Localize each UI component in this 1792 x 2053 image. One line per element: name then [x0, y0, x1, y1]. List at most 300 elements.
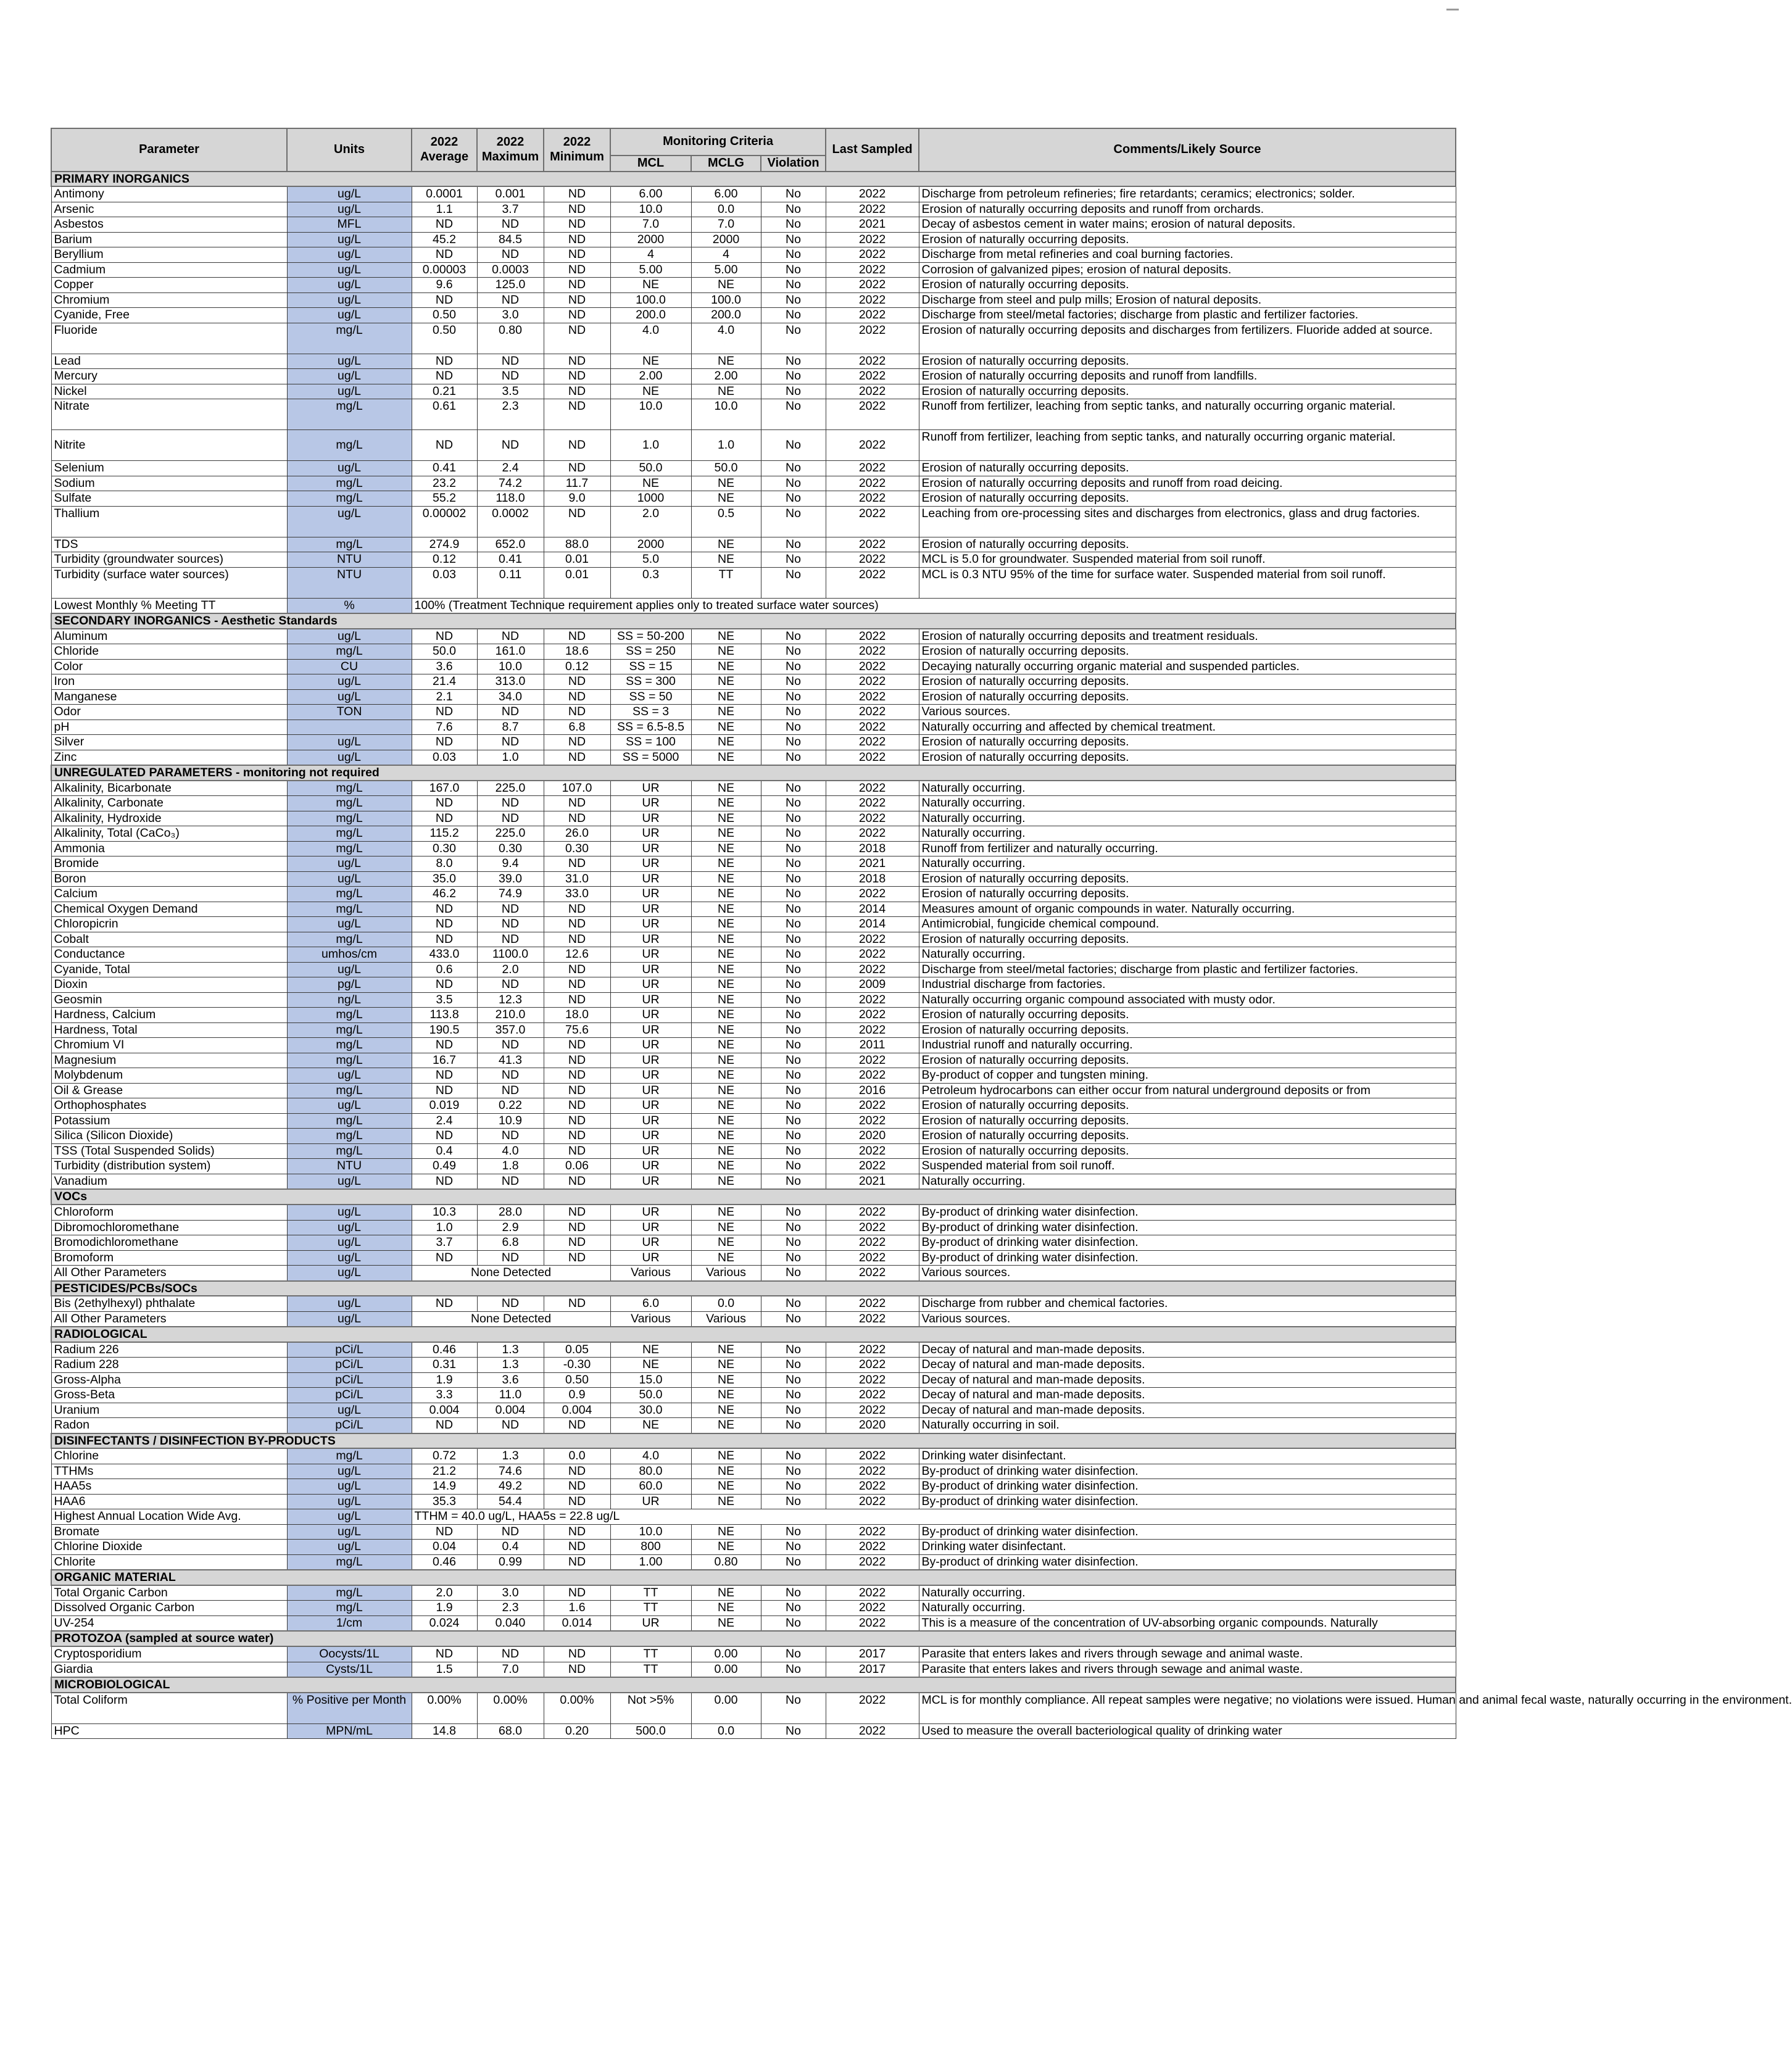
cell-mcl: UR [610, 856, 691, 872]
cell-parameter: Dissolved Organic Carbon [51, 1601, 287, 1616]
cell-comments: Erosion of naturally occurring deposits. [919, 871, 1456, 887]
cell-comments: Various sources. [919, 1266, 1456, 1281]
cell-violation: No [761, 1464, 826, 1479]
cell-mcl: 2.00 [610, 369, 691, 384]
cell-mcl: 6.00 [610, 186, 691, 202]
cell-average: 0.6 [412, 962, 477, 977]
cell-parameter: Copper [51, 278, 287, 293]
cell-mclg: Various [691, 1266, 761, 1281]
cell-mclg: NE [691, 1098, 761, 1114]
cell-last-sampled: 2022 [826, 186, 919, 202]
cell-minimum: ND [544, 1113, 610, 1129]
cell-maximum: 0.004 [477, 1403, 544, 1418]
cell-mcl: 80.0 [610, 1464, 691, 1479]
cell-parameter: TDS [51, 537, 287, 552]
cell-units: NTU [287, 552, 412, 568]
cell-last-sampled: 2022 [826, 1342, 919, 1358]
cell-parameter: Alkalinity, Hydroxide [51, 811, 287, 826]
cell-average: 433.0 [412, 947, 477, 963]
cell-violation: No [761, 644, 826, 660]
cell-average: 55.2 [412, 491, 477, 507]
cell-units: ug/L [287, 1068, 412, 1084]
table-row [51, 871, 1456, 887]
cell-last-sampled: 2022 [826, 1585, 919, 1601]
cell-minimum: ND [544, 461, 610, 476]
cell-average: 8.0 [412, 856, 477, 872]
table-row [51, 750, 1456, 765]
table-row [51, 811, 1456, 826]
cell-average: 46.2 [412, 887, 477, 902]
cell-violation: No [761, 932, 826, 947]
cell-maximum: 2.3 [477, 1601, 544, 1616]
cell-minimum: ND [544, 977, 610, 993]
cell-units: ug/L [287, 1250, 412, 1266]
cell-last-sampled: 2022 [826, 1053, 919, 1068]
table-row [51, 461, 1456, 476]
cell-minimum: ND [544, 262, 610, 278]
cell-maximum: 39.0 [477, 871, 544, 887]
cell-last-sampled: 2022 [826, 796, 919, 811]
cell-units: ug/L [287, 384, 412, 399]
cell-last-sampled: 2022 [826, 1098, 919, 1114]
cell-comments: Discharge from metal refineries and coal burning factories. [919, 247, 1456, 263]
table-header [51, 128, 1456, 172]
cell-last-sampled: 2022 [826, 1693, 919, 1724]
cell-parameter: Fluoride [51, 323, 287, 354]
table-row [51, 826, 1456, 842]
cell-violation: No [761, 992, 826, 1008]
cell-comments: This is a measure of the concentration of UV-absorbing organic compounds. Naturally [919, 1615, 1456, 1631]
cell-maximum: ND [477, 705, 544, 720]
cell-average: 0.0001 [412, 186, 477, 202]
cell-average: 0.49 [412, 1159, 477, 1174]
cell-average: 21.2 [412, 1464, 477, 1479]
cell-maximum: 225.0 [477, 781, 544, 796]
cell-mcl: 500.0 [610, 1723, 691, 1739]
cell-maximum: ND [477, 1418, 544, 1433]
header-maximum [477, 128, 544, 172]
cell-last-sampled: 2022 [826, 232, 919, 247]
section-header [51, 765, 1456, 781]
cell-units: ug/L [287, 354, 412, 369]
cell-violation: No [761, 1008, 826, 1023]
cell-comments: Erosion of naturally occurring deposits. [919, 1022, 1456, 1038]
cell-average: 0.024 [412, 1615, 477, 1631]
table-row [51, 186, 1456, 202]
cell-maximum: 0.001 [477, 186, 544, 202]
cell-last-sampled: 2022 [826, 1311, 919, 1327]
cell-mcl: 7.0 [610, 217, 691, 233]
cell-minimum: ND [544, 629, 610, 644]
cell-mcl: UR [610, 1053, 691, 1068]
cell-parameter: Radium 228 [51, 1358, 287, 1373]
cell-minimum: -0.30 [544, 1358, 610, 1373]
cell-comments: Decay of natural and man-made deposits. [919, 1388, 1456, 1403]
cell-last-sampled: 2022 [826, 1723, 919, 1739]
table-row [51, 1662, 1456, 1677]
cell-mclg: 200.0 [691, 308, 761, 323]
cell-maximum: 0.30 [477, 841, 544, 856]
cell-parameter: Arsenic [51, 202, 287, 217]
cell-mcl: UR [610, 1159, 691, 1174]
cell-units: mg/L [287, 1143, 412, 1159]
cell-last-sampled: 2022 [826, 1464, 919, 1479]
cell-mclg: 0.80 [691, 1554, 761, 1570]
cell-units: mg/L [287, 1601, 412, 1616]
cell-mcl: UR [610, 826, 691, 842]
cell-comments: Erosion of naturally occurring deposits. [919, 461, 1456, 476]
cell-average: 0.00002 [412, 506, 477, 537]
cell-minimum: 6.8 [544, 720, 610, 735]
cell-last-sampled: 2022 [826, 476, 919, 491]
cell-minimum: ND [544, 232, 610, 247]
cell-mcl: UR [610, 1494, 691, 1509]
cell-average: ND [412, 1418, 477, 1433]
cell-mclg: NE [691, 674, 761, 690]
cell-maximum: 2.4 [477, 461, 544, 476]
cell-parameter: Nickel [51, 384, 287, 399]
cell-parameter: Silica (Silicon Dioxide) [51, 1129, 287, 1144]
cell-violation: No [761, 186, 826, 202]
cell-units: mg/L [287, 323, 412, 354]
cell-mcl: 5.0 [610, 552, 691, 568]
cell-mcl: 4.0 [610, 1448, 691, 1464]
cell-average: 21.4 [412, 674, 477, 690]
cell-mcl: UR [610, 902, 691, 917]
table-row [51, 1342, 1456, 1358]
cell-last-sampled: 2014 [826, 902, 919, 917]
cell-mclg: NE [691, 1250, 761, 1266]
cell-average: ND [412, 1524, 477, 1540]
table-row [51, 1358, 1456, 1373]
cell-parameter: Bromate [51, 1524, 287, 1540]
cell-minimum: 31.0 [544, 871, 610, 887]
cell-maximum: 3.6 [477, 1372, 544, 1388]
cell-maximum: 357.0 [477, 1022, 544, 1038]
cell-last-sampled: 2022 [826, 1388, 919, 1403]
cell-average: 0.12 [412, 552, 477, 568]
cell-violation: No [761, 1068, 826, 1084]
cell-units: mg/L [287, 1448, 412, 1464]
cell-mcl: TT [610, 1585, 691, 1601]
cell-last-sampled: 2022 [826, 1448, 919, 1464]
table-body [51, 172, 1792, 1739]
cell-mcl: Various [610, 1311, 691, 1327]
cell-mcl: 200.0 [610, 308, 691, 323]
cell-parameter: Cryptosporidium [51, 1646, 287, 1662]
cell-violation: No [761, 354, 826, 369]
cell-average: 3.7 [412, 1235, 477, 1251]
cell-parameter: Radon [51, 1418, 287, 1433]
cell-violation: No [761, 1205, 826, 1220]
cell-mclg: NE [691, 1524, 761, 1540]
cell-mcl: 6.0 [610, 1296, 691, 1311]
cell-average: ND [412, 735, 477, 750]
cell-minimum: 88.0 [544, 537, 610, 552]
cell-comments: Erosion of naturally occurring deposits and discharges from fertilizers. Fluoride added at source. [919, 323, 1456, 354]
cell-violation: No [761, 826, 826, 842]
cell-minimum: 0.06 [544, 1159, 610, 1174]
table-row [51, 796, 1456, 811]
cell-mcl: UR [610, 992, 691, 1008]
cell-comments: Decay of natural and man-made deposits. [919, 1342, 1456, 1358]
cell-maximum: ND [477, 292, 544, 308]
cell-average: 35.0 [412, 871, 477, 887]
cell-minimum: ND [544, 308, 610, 323]
cell-violation: No [761, 430, 826, 461]
cell-span-result: None Detected [412, 1311, 610, 1327]
cell-mcl: 15.0 [610, 1372, 691, 1388]
cell-mclg: NE [691, 1053, 761, 1068]
cell-mcl: Not >5% [610, 1693, 691, 1724]
cell-comments: Erosion of naturally occurring deposits. [919, 674, 1456, 690]
cell-parameter: Turbidity (surface water sources) [51, 567, 287, 598]
cell-average: ND [412, 354, 477, 369]
table-row [51, 932, 1456, 947]
cell-average: ND [412, 932, 477, 947]
table-row [51, 1129, 1456, 1144]
cell-mclg: NE [691, 887, 761, 902]
cell-violation: No [761, 1388, 826, 1403]
cell-parameter: TSS (Total Suspended Solids) [51, 1143, 287, 1159]
cell-mclg: NE [691, 902, 761, 917]
cell-mclg: NE [691, 1038, 761, 1053]
cell-average: ND [412, 796, 477, 811]
cell-comments: Industrial discharge from factories. [919, 977, 1456, 993]
cell-average: 10.3 [412, 1205, 477, 1220]
cell-units: ug/L [287, 262, 412, 278]
cell-last-sampled: 2022 [826, 384, 919, 399]
cell-last-sampled: 2022 [826, 430, 919, 461]
cell-last-sampled: 2022 [826, 887, 919, 902]
cell-last-sampled: 2018 [826, 841, 919, 856]
cell-parameter: Total Coliform [51, 1693, 287, 1724]
cell-minimum: 33.0 [544, 887, 610, 902]
cell-maximum: 1100.0 [477, 947, 544, 963]
cell-parameter: HAA6 [51, 1494, 287, 1509]
cell-units: mg/L [287, 1022, 412, 1038]
cell-comments: By-product of drinking water disinfection. [919, 1524, 1456, 1540]
cell-mclg: NE [691, 917, 761, 932]
cell-units: ug/L [287, 1509, 412, 1525]
cell-parameter: Chloroform [51, 1205, 287, 1220]
cell-minimum: 0.12 [544, 659, 610, 674]
cell-minimum: ND [544, 796, 610, 811]
cell-mcl: 100.0 [610, 292, 691, 308]
cell-parameter: Alkalinity, Bicarbonate [51, 781, 287, 796]
cell-violation: No [761, 1053, 826, 1068]
cell-units: mg/L [287, 1113, 412, 1129]
cell-minimum: ND [544, 1554, 610, 1570]
cell-last-sampled: 2022 [826, 962, 919, 977]
cell-violation: No [761, 1372, 826, 1388]
cell-maximum: 74.9 [477, 887, 544, 902]
cell-mclg: NE [691, 1129, 761, 1144]
cell-comments: Measures amount of organic compounds in water. Naturally occurring. [919, 902, 1456, 917]
cell-violation: No [761, 781, 826, 796]
cell-last-sampled: 2022 [826, 567, 919, 598]
cell-mcl: UR [610, 1098, 691, 1114]
cell-comments: Erosion of naturally occurring deposits. [919, 1143, 1456, 1159]
cell-violation: No [761, 962, 826, 977]
cell-last-sampled: 2022 [826, 826, 919, 842]
cell-last-sampled: 2022 [826, 1296, 919, 1311]
cell-last-sampled: 2022 [826, 1143, 919, 1159]
cell-mclg: NE [691, 629, 761, 644]
cell-maximum: ND [477, 902, 544, 917]
cell-parameter: Highest Annual Location Wide Avg. [51, 1509, 287, 1525]
cell-average: ND [412, 1174, 477, 1189]
cell-units: ug/L [287, 689, 412, 705]
cell-mclg: NE [691, 1220, 761, 1235]
cell-mclg: NE [691, 705, 761, 720]
cell-mclg: NE [691, 476, 761, 491]
cell-average: 3.3 [412, 1388, 477, 1403]
table-row [51, 1615, 1456, 1631]
cell-note: 100% (Treatment Technique requirement applies only to treated surface water sources) [412, 598, 1456, 613]
cell-mclg: NE [691, 1174, 761, 1189]
cell-comments: Naturally occurring. [919, 1585, 1456, 1601]
cell-violation: No [761, 308, 826, 323]
cell-minimum: ND [544, 1129, 610, 1144]
cell-maximum: ND [477, 735, 544, 750]
cell-parameter: Gross-Alpha [51, 1372, 287, 1388]
header-mclg: MCLG [691, 156, 761, 172]
cell-parameter: Bis (2ethylhexyl) phthalate [51, 1296, 287, 1311]
cell-comments: Decaying naturally occurring organic material and suspended particles. [919, 659, 1456, 674]
cell-mclg: 0.00 [691, 1646, 761, 1662]
cell-maximum: 4.0 [477, 1143, 544, 1159]
cell-average: ND [412, 1129, 477, 1144]
table-row [51, 1646, 1456, 1662]
cell-last-sampled: 2021 [826, 856, 919, 872]
cell-average: 9.6 [412, 278, 477, 293]
cell-mclg: 4 [691, 247, 761, 263]
cell-average: 0.61 [412, 399, 477, 430]
cell-average: 0.4 [412, 1143, 477, 1159]
cell-maximum: ND [477, 369, 544, 384]
cell-minimum: ND [544, 689, 610, 705]
cell-last-sampled: 2022 [826, 750, 919, 765]
cell-units: pCi/L [287, 1388, 412, 1403]
cell-maximum: 652.0 [477, 537, 544, 552]
table-row [51, 1448, 1456, 1464]
header-last-sampled: Last Sampled [826, 128, 919, 172]
table-row [51, 262, 1456, 278]
cell-minimum: 0.00% [544, 1693, 610, 1724]
table-row [51, 1693, 1456, 1724]
cell-units: mg/L [287, 887, 412, 902]
cell-violation: No [761, 1098, 826, 1114]
cell-average: 0.46 [412, 1342, 477, 1358]
cell-mcl: UR [610, 947, 691, 963]
cell-maximum: 68.0 [477, 1723, 544, 1739]
cell-minimum: ND [544, 811, 610, 826]
cell-mclg: NE [691, 947, 761, 963]
cell-parameter: Asbestos [51, 217, 287, 233]
cell-last-sampled: 2022 [826, 278, 919, 293]
table-row [51, 247, 1456, 263]
cell-parameter: Thallium [51, 506, 287, 537]
cell-maximum: 12.3 [477, 992, 544, 1008]
cell-violation: No [761, 232, 826, 247]
cell-comments: Industrial runoff and naturally occurring. [919, 1038, 1456, 1053]
cell-average: ND [412, 705, 477, 720]
cell-minimum: ND [544, 1662, 610, 1677]
cell-mcl: UR [610, 1129, 691, 1144]
cell-mcl: NE [610, 384, 691, 399]
cell-mcl: UR [610, 1615, 691, 1631]
section-title: UNREGULATED PARAMETERS - monitoring not required [51, 765, 1456, 781]
cell-parameter: Alkalinity, Carbonate [51, 796, 287, 811]
cell-mclg: NE [691, 1585, 761, 1601]
cell-average: ND [412, 292, 477, 308]
cell-units: pCi/L [287, 1358, 412, 1373]
header-parameter: Parameter [51, 128, 287, 172]
cell-parameter: Turbidity (distribution system) [51, 1159, 287, 1174]
cell-average: 45.2 [412, 232, 477, 247]
cell-average: 1.9 [412, 1372, 477, 1388]
cell-mcl: 30.0 [610, 1403, 691, 1418]
cell-maximum: ND [477, 430, 544, 461]
cell-units: mg/L [287, 826, 412, 842]
cell-parameter: Sodium [51, 476, 287, 491]
cell-violation: No [761, 1615, 826, 1631]
cell-mcl: SS = 15 [610, 659, 691, 674]
cell-violation: No [761, 1250, 826, 1266]
cell-mclg: NE [691, 1601, 761, 1616]
cell-comments: By-product of drinking water disinfection. [919, 1220, 1456, 1235]
cell-minimum: 0.9 [544, 1388, 610, 1403]
cell-minimum: ND [544, 1464, 610, 1479]
table-row [51, 1068, 1456, 1084]
cell-last-sampled: 2022 [826, 705, 919, 720]
cell-last-sampled: 2020 [826, 1129, 919, 1144]
cell-minimum: 0.01 [544, 552, 610, 568]
cell-mcl: 1.00 [610, 1554, 691, 1570]
cell-last-sampled: 2022 [826, 992, 919, 1008]
cell-parameter: Chemical Oxygen Demand [51, 902, 287, 917]
cell-mclg: NE [691, 659, 761, 674]
cell-average: 0.50 [412, 308, 477, 323]
cell-units: TON [287, 705, 412, 720]
cell-comments: MCL is 5.0 for groundwater. Suspended material from soil runoff. [919, 552, 1456, 568]
table-row [51, 1509, 1456, 1525]
cell-violation: No [761, 1448, 826, 1464]
cell-parameter: Dibromochloromethane [51, 1220, 287, 1235]
section-header [51, 172, 1456, 187]
cell-violation: No [761, 1266, 826, 1281]
cell-note: TTHM = 40.0 ug/L, HAA5s = 22.8 ug/L [412, 1509, 1456, 1525]
cell-violation: No [761, 1662, 826, 1677]
cell-units: ug/L [287, 871, 412, 887]
cell-parameter: Chloride [51, 644, 287, 660]
cell-mclg: 2.00 [691, 369, 761, 384]
cell-average: 115.2 [412, 826, 477, 842]
cell-minimum: ND [544, 202, 610, 217]
cell-mclg: NE [691, 1615, 761, 1631]
cell-comments: Various sources. [919, 1311, 1456, 1327]
cell-maximum: 49.2 [477, 1479, 544, 1495]
cell-mclg: NE [691, 354, 761, 369]
cell-mcl: SS = 6.5-8.5 [610, 720, 691, 735]
table-row [51, 1388, 1456, 1403]
table-row [51, 992, 1456, 1008]
cell-last-sampled: 2022 [826, 1159, 919, 1174]
cell-units: ug/L [287, 247, 412, 263]
cell-minimum: ND [544, 399, 610, 430]
header-minimum [544, 128, 610, 172]
